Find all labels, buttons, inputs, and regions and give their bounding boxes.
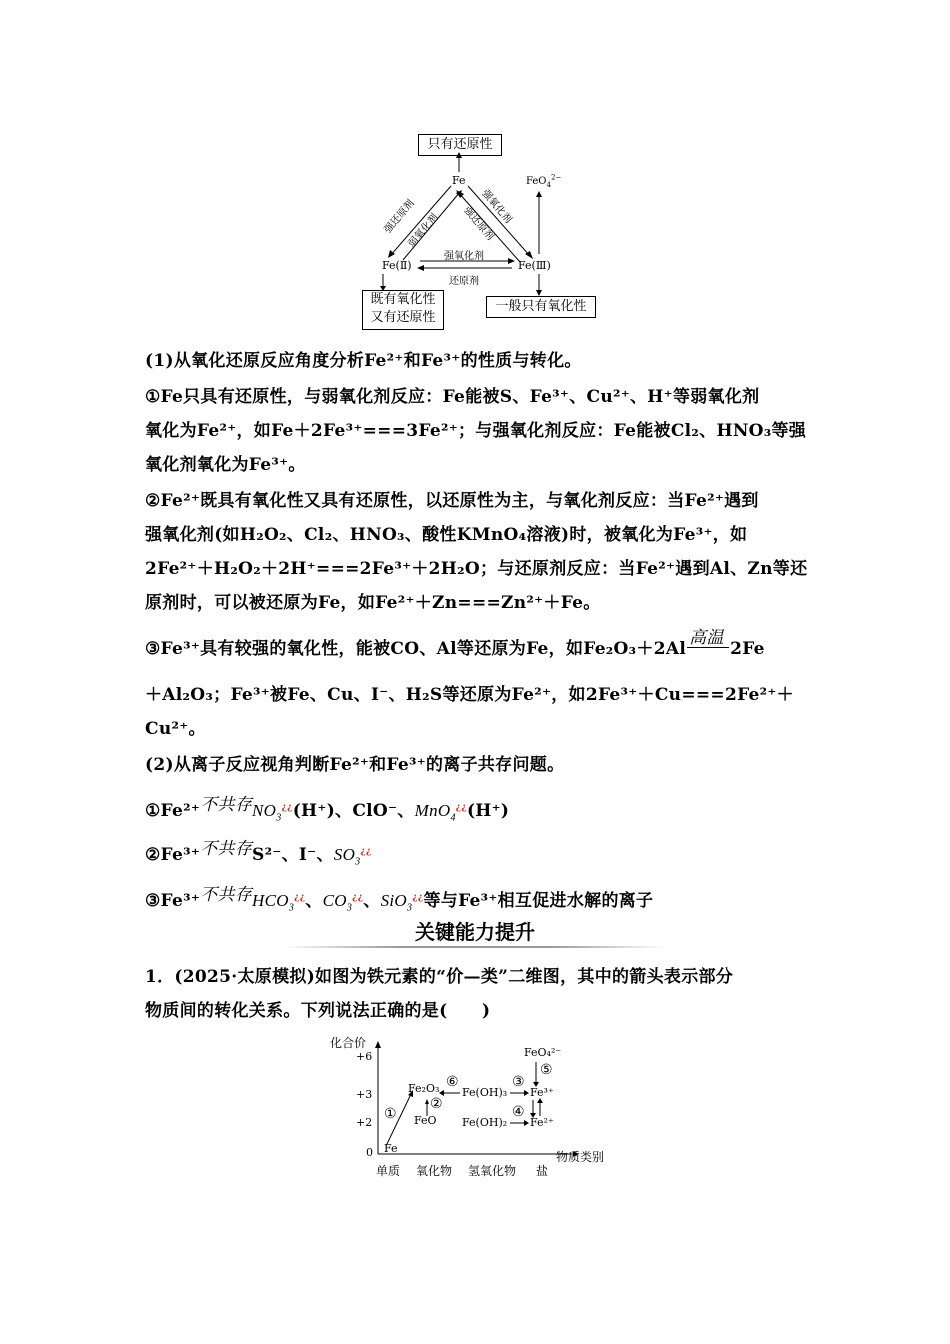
paragraph-3a: ②Fe²⁺既具有氧化性又具有还原性，以还原性为主，与氧化剂反应：当Fe²⁺遇到: [145, 491, 759, 511]
arrow-label-2: ②: [430, 1096, 443, 1112]
paragraph-3c: 2Fe²⁺＋H₂O₂＋2H⁺===2Fe³⁺＋2H₂O；与还原剂反应：当Fe²⁺遇到Al、Zn等还: [145, 559, 808, 579]
right-inner-label: 强还原剂: [461, 204, 496, 243]
mid-top-label: 强氧化剂: [444, 251, 484, 262]
box-only-reducing: 只有还原性: [418, 134, 502, 156]
coexist-line-1: ①Fe²⁺不共存$NO_3^{¿¿}(H^+)$、ClO⁻、MnO$_4$¿¿(H⁺): [145, 795, 510, 824]
paragraph-3d: 原剂时，可以被还原为Fe，如Fe²⁺＋Zn===Zn²⁺＋Fe。: [145, 593, 601, 613]
chart-ylabel: 化合价: [330, 1036, 367, 1050]
node-fe2: Fe²⁺: [530, 1116, 554, 1129]
paragraph-2a: ①Fe只具有还原性，与弱氧化剂反应：Fe能被S、Fe³⁺、Cu²⁺、H⁺等弱氧化剂: [145, 387, 760, 407]
paragraph-2b: 氧化为Fe²⁺，如Fe＋2Fe³⁺===3Fe²⁺；与强氧化剂反应：Fe能被Cl₂、HNO₃等强: [145, 421, 807, 441]
xcat-salt: 盐: [536, 1164, 549, 1178]
ytick-2: +2: [356, 1116, 373, 1129]
ytick-6: +6: [356, 1050, 373, 1063]
left-inner-label: 弱氧化剂: [406, 211, 441, 250]
node-fe2o3: Fe₂O₃: [408, 1082, 440, 1095]
node-feo4: FeO₄²⁻: [524, 1046, 562, 1059]
arrow-label-3: ③: [512, 1074, 525, 1090]
ytick-3: +3: [356, 1088, 373, 1101]
fe-label: Fe: [452, 174, 466, 187]
chart-axes: [330, 1040, 620, 1160]
node-fe3: Fe³⁺: [530, 1086, 554, 1099]
paragraph-4c: Cu²⁺。: [145, 719, 206, 739]
paragraph-1: (1)从氧化还原反应角度分析Fe²⁺和Fe³⁺的性质与转化。: [145, 351, 582, 371]
chart-xlabel: 物质类别: [556, 1150, 605, 1164]
right-outer-label: 强氧化剂: [479, 187, 514, 226]
node-feoh3: Fe(OH)₃: [462, 1086, 508, 1099]
box-both: 既有氧化性 又有还原性: [362, 290, 444, 330]
xcat-oxide: 氧化物: [416, 1164, 453, 1178]
box-oxidizing: 一般只有氧化性: [486, 296, 596, 318]
xcat-hydroxide: 氢氧化物: [468, 1164, 517, 1178]
node-feoh2: Fe(OH)₂: [462, 1116, 508, 1129]
question-1b: 物质间的转化关系。下列说法正确的是( ): [145, 1001, 491, 1021]
paragraph-2c: 氧化剂氧化为Fe³⁺。: [145, 455, 306, 475]
fe3-label: Fe(Ⅲ): [518, 259, 551, 272]
section-divider: [284, 946, 666, 948]
question-1a: 1．(2025·太原模拟)如图为铁元素的“价—类”二维图，其中的箭头表示部分: [145, 967, 734, 987]
node-feo: FeO: [414, 1114, 437, 1127]
mid-bottom-label: 还原剂: [449, 276, 479, 287]
paragraph-3b: 强氧化剂(如H₂O₂、Cl₂、HNO₃、酸性KMnO₄溶液)时，被氧化为Fe³⁺，如: [145, 525, 748, 545]
arrow-label-5: ⑤: [540, 1062, 553, 1078]
left-outer-label: 强还原剂: [382, 197, 417, 236]
ytick-0: 0: [366, 1146, 373, 1159]
high-temp-label: 高温: [689, 628, 724, 648]
section-title: 关键能力提升: [415, 920, 535, 944]
arrow-label-4: ④: [512, 1104, 525, 1120]
xcat-element: 单质: [376, 1164, 401, 1178]
feo4-label: FeO$_4^{2-}$: [526, 173, 562, 189]
paragraph-4a: ③Fe³⁺具有较强的氧化性，能被CO、Al等还原为Fe，如Fe₂O₃＋2Al 高温 2Fe: [145, 634, 765, 659]
arrow-label-1: ①: [384, 1106, 397, 1122]
arrow-label-6: ⑥: [446, 1074, 459, 1090]
paragraph-5: (2)从离子反应视角判断Fe²⁺和Fe³⁺的离子共存问题。: [145, 755, 565, 775]
coexist-line-2: ②Fe³⁺不共存S²⁻、I⁻、$SO_3^{¿¿}$: [145, 839, 372, 868]
fe2-label: Fe(Ⅱ): [382, 259, 412, 272]
paragraph-4b: ＋Al₂O₃；Fe³⁺被Fe、Cu、I⁻、H₂S等还原为Fe²⁺，如2Fe³⁺＋Cu===2Fe²⁺＋: [145, 685, 794, 705]
node-fe: Fe: [384, 1142, 398, 1155]
coexist-line-3: ③Fe³⁺不共存$HCO_3^{¿¿}$、$CO_3^{¿¿}$、SiO$_3$¿¿等与Fe³⁺相互促进水解的离子: [145, 885, 654, 914]
